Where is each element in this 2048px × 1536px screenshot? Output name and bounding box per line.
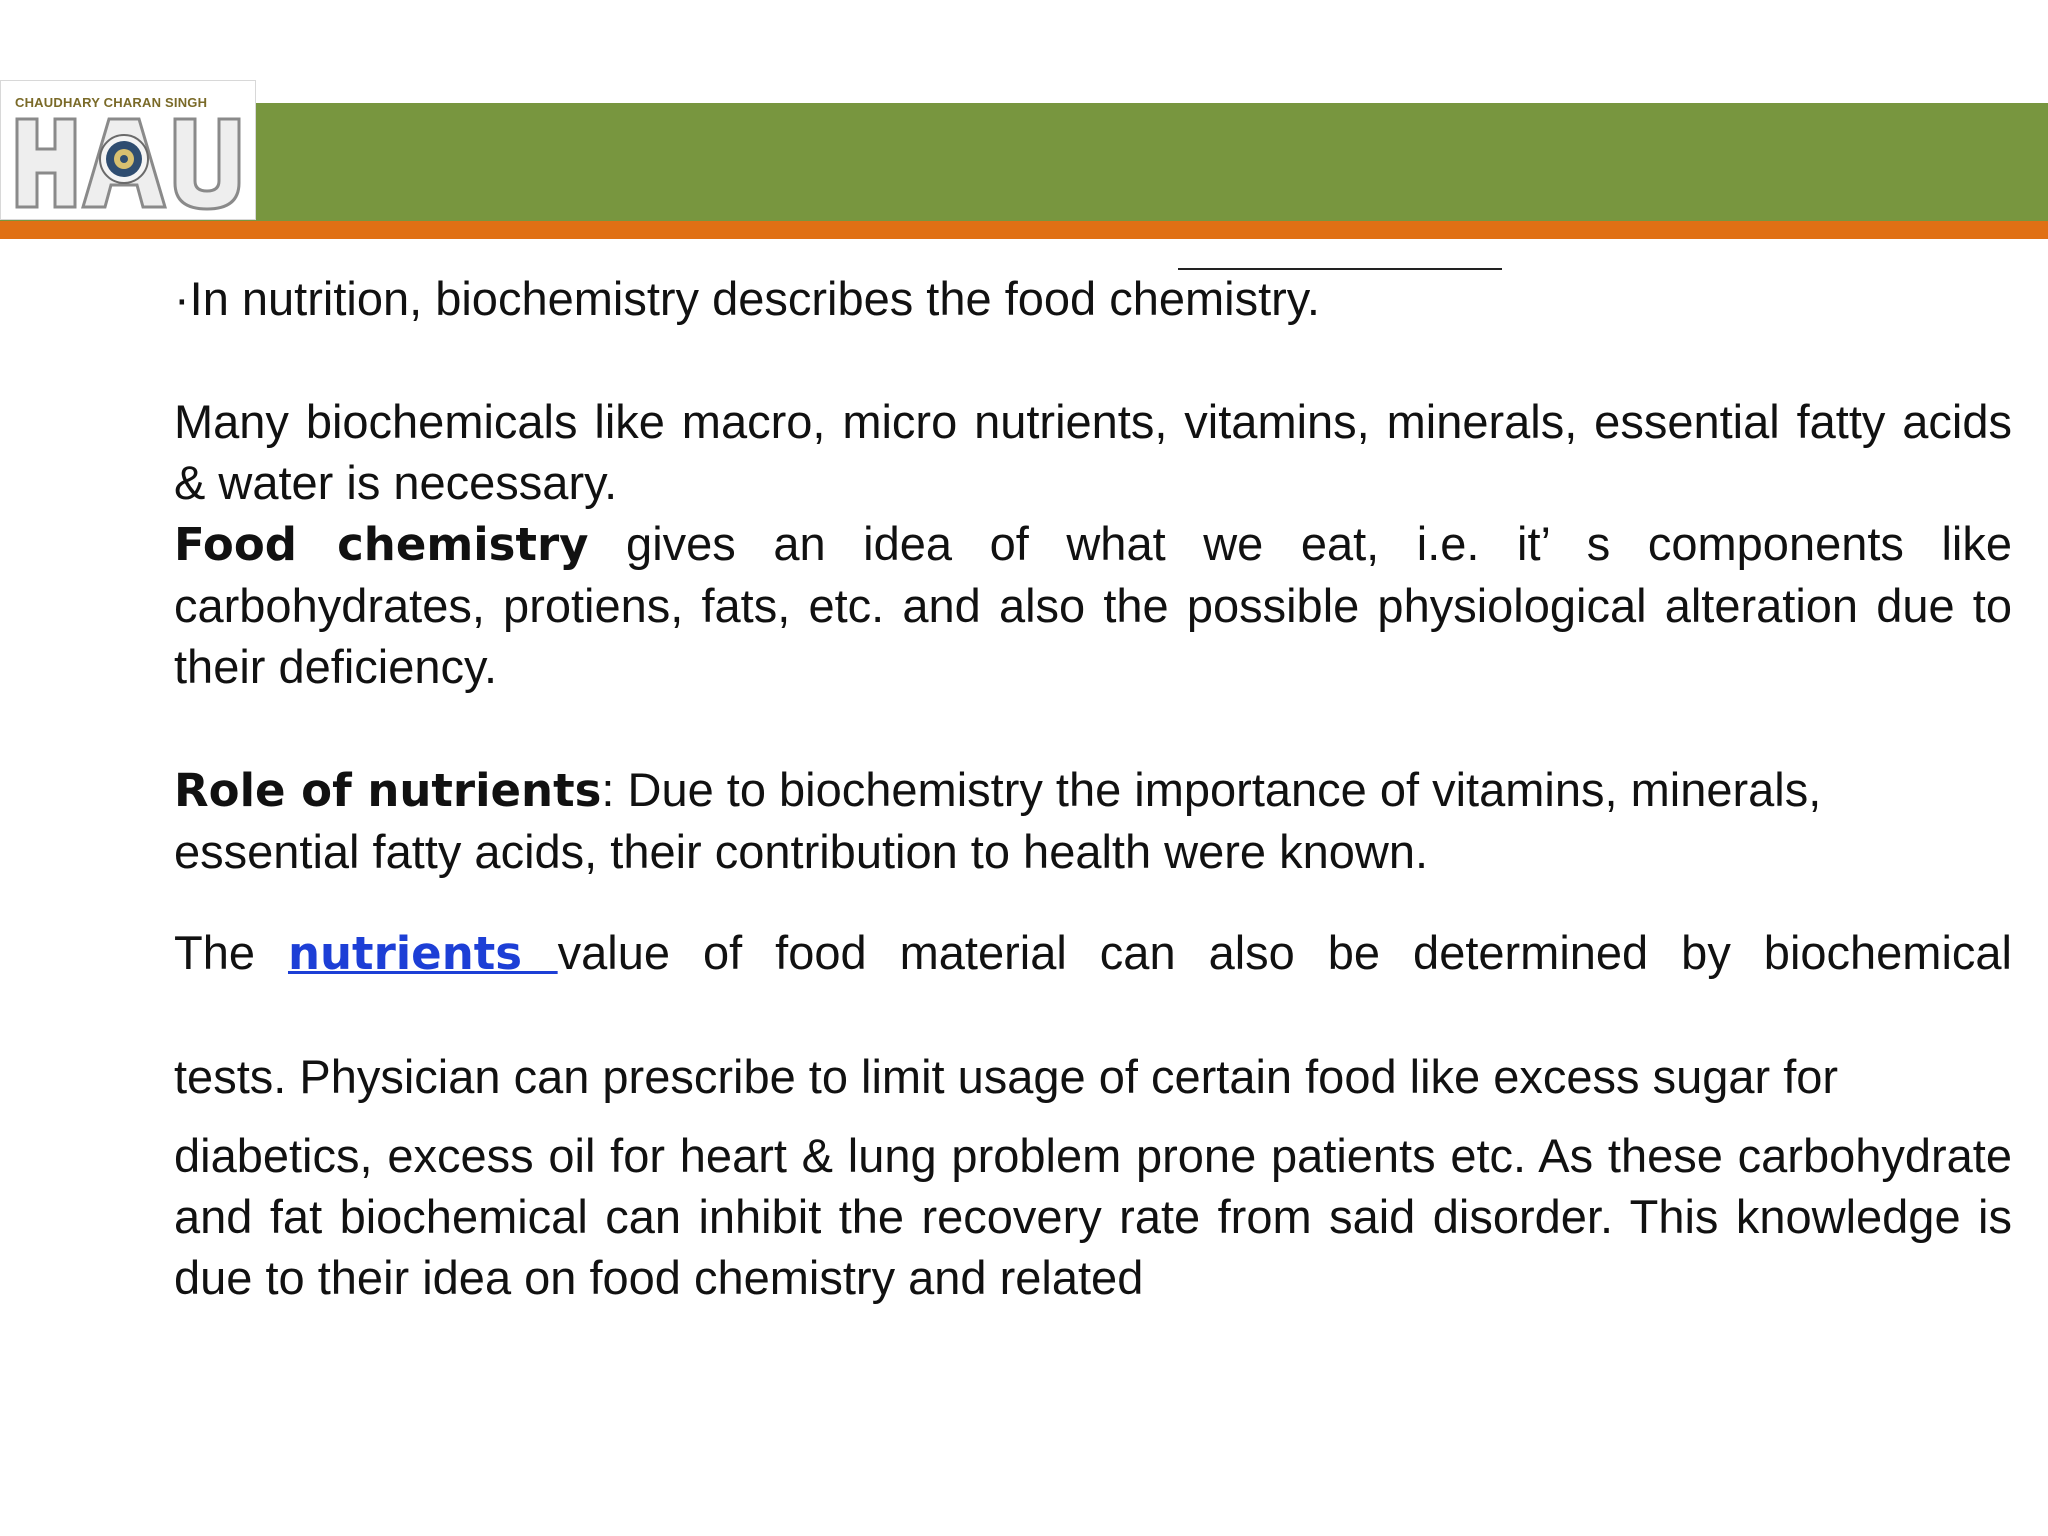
nutrients-link[interactable]: nutrients [287, 927, 558, 980]
role-of-nutrients-term: Role of nutrients [174, 764, 602, 817]
university-logo [0, 80, 256, 220]
hau-logo-mark [13, 111, 245, 211]
intro-line: ·In nutrition, biochemistry describes the food chemistry. [174, 272, 1320, 325]
header-green-bar [0, 103, 2048, 221]
biochemicals-paragraph: Many biochemicals like macro, micro nutrients, vitamins, minerals, essential fatty acids & water is necessary. [174, 395, 2012, 509]
role-of-nutrients-paragraph [174, 759, 2012, 882]
slide-body [174, 268, 2012, 1308]
nutrients-value-text: value of food material can also be determined by biochemical [557, 926, 2012, 979]
diabetics-paragraph: diabetics, excess oil for heart & lung problem prone patients etc. As these carbohydrate and fat biochemical can inhibit the recovery rate from said disorder. This knowledge is due to their idea on food chemistry and related [174, 1129, 2012, 1304]
logo-caption: CHAUDHARY CHARAN SINGH [15, 95, 208, 110]
food-chemistry-text: gives an idea of what we eat, i.e. it’ s components like carbohydrates, protiens, fats, etc. and also the possible physiological alteration due to their deficiency. [174, 517, 2012, 693]
food-chemistry-paragraph [174, 513, 2012, 697]
role-of-nutrients-text: : Due to biochemistry the importance of vitamins, minerals, essential fatty acids, their contribution to health were known. [174, 763, 1822, 878]
header-orange-rule [0, 221, 2048, 239]
food-chemistry-term: Food chemistry [174, 518, 589, 571]
the-word: The [174, 926, 288, 979]
physician-line: tests. Physician can prescribe to limit usage of certain food like excess sugar for [174, 1050, 1839, 1103]
nutrients-value-line [174, 922, 2012, 984]
